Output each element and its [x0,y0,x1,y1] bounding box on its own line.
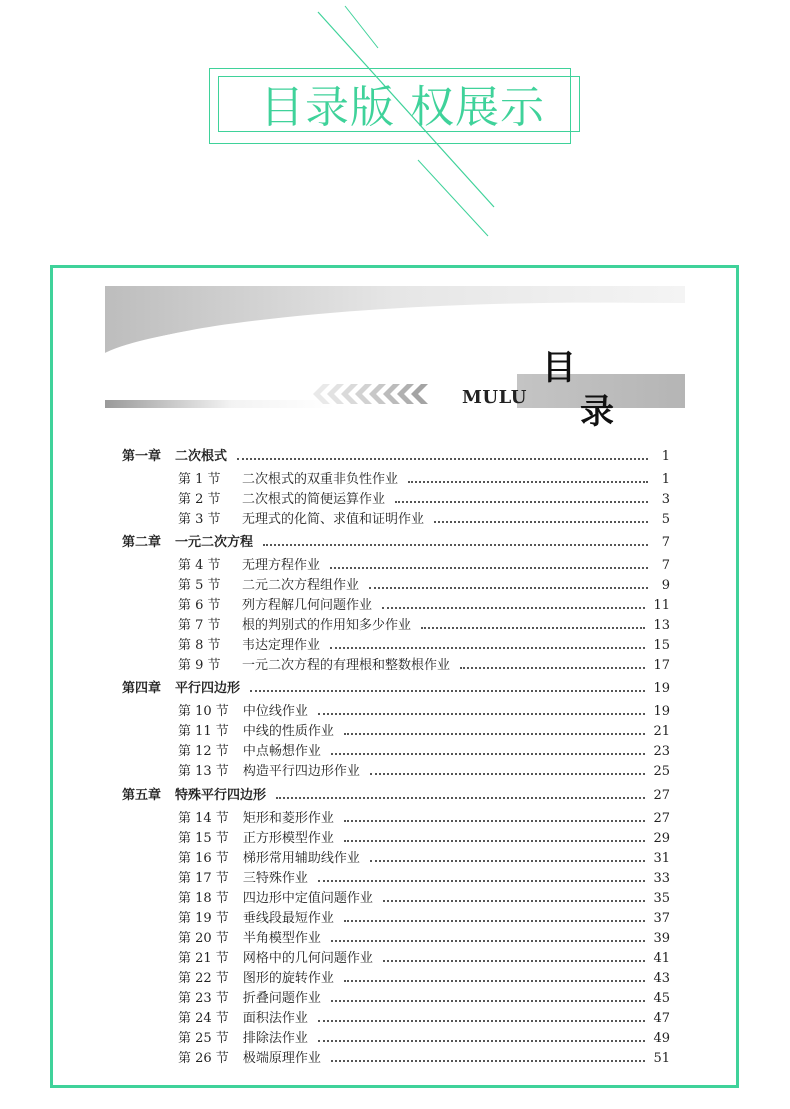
section-title: 二次根式的双重非负性作业 [242,472,399,487]
section-number: 第 6 节 [178,598,221,613]
section-title: 图形的旋转作业 [242,971,334,986]
page-number: 7 [661,535,670,550]
section-title: 二次根式的简便运算作业 [242,492,386,507]
dot-leader [369,587,648,589]
page-number: 31 [653,851,670,866]
toc-heading-lu: 录 [580,392,614,432]
toc-section-row[interactable] [178,989,670,1009]
page-number: 3 [661,492,670,507]
dot-leader [370,773,646,775]
toc-section-row[interactable] [178,556,670,576]
dot-leader [331,753,646,755]
page-number: 37 [653,911,670,926]
section-number: 第 23 节 [178,991,229,1006]
toc-section-row[interactable] [178,1009,670,1029]
page-number: 41 [653,951,670,966]
dot-leader [395,501,648,503]
page-number: 13 [653,618,670,633]
dot-leader [408,481,648,483]
dot-leader [263,544,648,546]
section-number: 第 4 节 [178,558,221,573]
chapter-title: 特殊平行四边形 [175,788,267,803]
page-number: 17 [653,658,670,673]
section-number: 第 22 节 [178,971,229,986]
dot-leader [331,1000,646,1002]
toc-section-row[interactable] [178,510,670,530]
section-title: 中线的性质作业 [242,724,334,739]
section-title: 中点畅想作业 [242,744,321,759]
toc-section-row[interactable] [178,762,670,782]
section-number: 第 12 节 [178,744,229,759]
dot-leader [331,940,646,942]
section-title: 构造平行四边形作业 [242,764,360,779]
toc-section-row[interactable] [178,742,670,762]
chapter-title: 一元二次方程 [175,535,254,550]
section-title: 列方程解几何问题作业 [242,598,373,613]
toc-section-row[interactable] [178,490,670,510]
chapter-title: 平行四边形 [175,681,241,696]
page-number: 1 [661,449,670,464]
dot-leader [383,900,646,902]
dot-leader [344,920,646,922]
dot-leader [370,860,646,862]
dot-leader [318,1040,646,1042]
section-title: 无理方程作业 [242,558,321,573]
dot-leader [344,733,646,735]
section-title: 韦达定理作业 [242,638,321,653]
toc-section-row[interactable] [178,849,670,869]
toc-section-row[interactable] [178,470,670,490]
dot-leader [434,521,648,523]
dot-leader [344,840,646,842]
page-number: 51 [653,1051,670,1066]
toc-section-row[interactable] [178,829,670,849]
toc-section-row[interactable] [178,889,670,909]
section-number: 第 11 节 [178,724,229,739]
page-number: 43 [653,971,670,986]
section-title: 四边形中定值问题作业 [242,891,373,906]
section-number: 第 14 节 [178,811,229,826]
section-number: 第 1 节 [178,472,221,487]
section-title: 根的判别式的作用知多少作业 [242,618,412,633]
page-number: 23 [653,744,670,759]
toc-section-row[interactable] [178,656,670,676]
page-number: 35 [653,891,670,906]
toc-chapter-row[interactable] [122,786,670,806]
section-title: 二元二次方程组作业 [242,578,360,593]
toc-chapter-row[interactable] [122,679,670,699]
toc-section-row[interactable] [178,1049,670,1069]
page-number: 39 [653,931,670,946]
dot-leader [331,1060,646,1062]
section-number: 第 5 节 [178,578,221,593]
page-number: 7 [661,558,670,573]
page-number: 29 [653,831,670,846]
section-title: 梯形常用辅助线作业 [242,851,360,866]
section-title: 中位线作业 [242,704,308,719]
page-number: 27 [653,811,670,826]
banner-title: 目录版 权展示 [260,82,545,133]
toc-section-row[interactable] [178,722,670,742]
section-title: 极端原理作业 [242,1051,321,1066]
page-number: 33 [653,871,670,886]
dot-leader [237,458,648,460]
section-title: 网格中的几何问题作业 [242,951,373,966]
toc-section-row[interactable] [178,949,670,969]
dot-leader [330,567,648,569]
toc-section-row[interactable] [178,909,670,929]
banner-diagonal-line-3 [418,160,488,236]
page-number: 5 [661,512,670,527]
page-number: 19 [653,681,670,696]
toc-section-row[interactable] [178,596,670,616]
section-number: 第 16 节 [178,851,229,866]
page-number: 45 [653,991,670,1006]
header-gray-line [105,400,335,408]
dot-leader [318,1020,646,1022]
page-number: 25 [653,764,670,779]
page-number: 11 [653,598,670,613]
chapter-title: 二次根式 [175,449,228,464]
dot-leader [382,607,645,609]
section-number: 第 9 节 [178,658,221,673]
toc-section-row[interactable] [178,1029,670,1049]
banner-diagonal-line-2 [345,6,378,48]
dot-leader [421,627,645,629]
toc-section-row[interactable] [178,616,670,636]
dot-leader [276,797,645,799]
dot-leader [330,647,645,649]
page-number: 9 [661,578,670,593]
section-number: 第 3 节 [178,512,221,527]
page-number: 47 [653,1011,670,1026]
section-title: 无理式的化简、求值和证明作业 [242,512,425,527]
dot-leader [318,713,646,715]
page-number: 27 [653,788,670,803]
section-number: 第 13 节 [178,764,229,779]
page-number: 21 [653,724,670,739]
page-number: 1 [661,472,670,487]
section-title: 三特殊作业 [242,871,308,886]
dot-leader [250,690,645,692]
toc-section-row[interactable] [178,869,670,889]
section-title: 排除法作业 [242,1031,308,1046]
toc-section-row[interactable] [178,702,670,722]
toc-section-row[interactable] [178,576,670,596]
section-title: 正方形模型作业 [242,831,334,846]
chapter-number: 第四章 [122,681,162,696]
section-number: 第 7 节 [178,618,221,633]
section-number: 第 2 节 [178,492,221,507]
dot-leader [344,820,646,822]
page-number: 49 [653,1031,670,1046]
page-number: 19 [653,704,670,719]
chapter-number: 第二章 [122,535,162,550]
dot-leader [318,880,646,882]
section-number: 第 8 节 [178,638,221,653]
header-swoosh-band [105,286,685,354]
toc-section-row[interactable] [178,636,670,656]
section-number: 第 26 节 [178,1051,229,1066]
toc-chapter-row[interactable] [122,533,670,553]
section-title: 半角模型作业 [242,931,321,946]
page-number: 15 [653,638,670,653]
toc-section-row[interactable] [178,809,670,829]
chapter-number: 第一章 [122,449,162,464]
section-number: 第 20 节 [178,931,229,946]
toc-heading-mu: 目 [542,348,576,388]
chapter-number: 第五章 [122,788,162,803]
dot-leader [344,980,646,982]
section-number: 第 15 节 [178,831,229,846]
section-title: 面积法作业 [242,1011,308,1026]
section-number: 第 25 节 [178,1031,229,1046]
dot-leader [383,960,646,962]
toc-chapter-row[interactable] [122,447,670,467]
toc-section-row[interactable] [178,969,670,989]
toc-section-row[interactable] [178,929,670,949]
mulu-latin-label: MULU [462,387,527,408]
section-number: 第 24 节 [178,1011,229,1026]
section-number: 第 10 节 [178,704,229,719]
section-number: 第 17 节 [178,871,229,886]
section-title: 垂线段最短作业 [242,911,334,926]
section-title: 矩形和菱形作业 [242,811,334,826]
section-number: 第 18 节 [178,891,229,906]
section-number: 第 19 节 [178,911,229,926]
section-number: 第 21 节 [178,951,229,966]
dot-leader [460,667,645,669]
section-title: 折叠问题作业 [242,991,321,1006]
section-title: 一元二次方程的有理根和整数根作业 [242,658,451,673]
